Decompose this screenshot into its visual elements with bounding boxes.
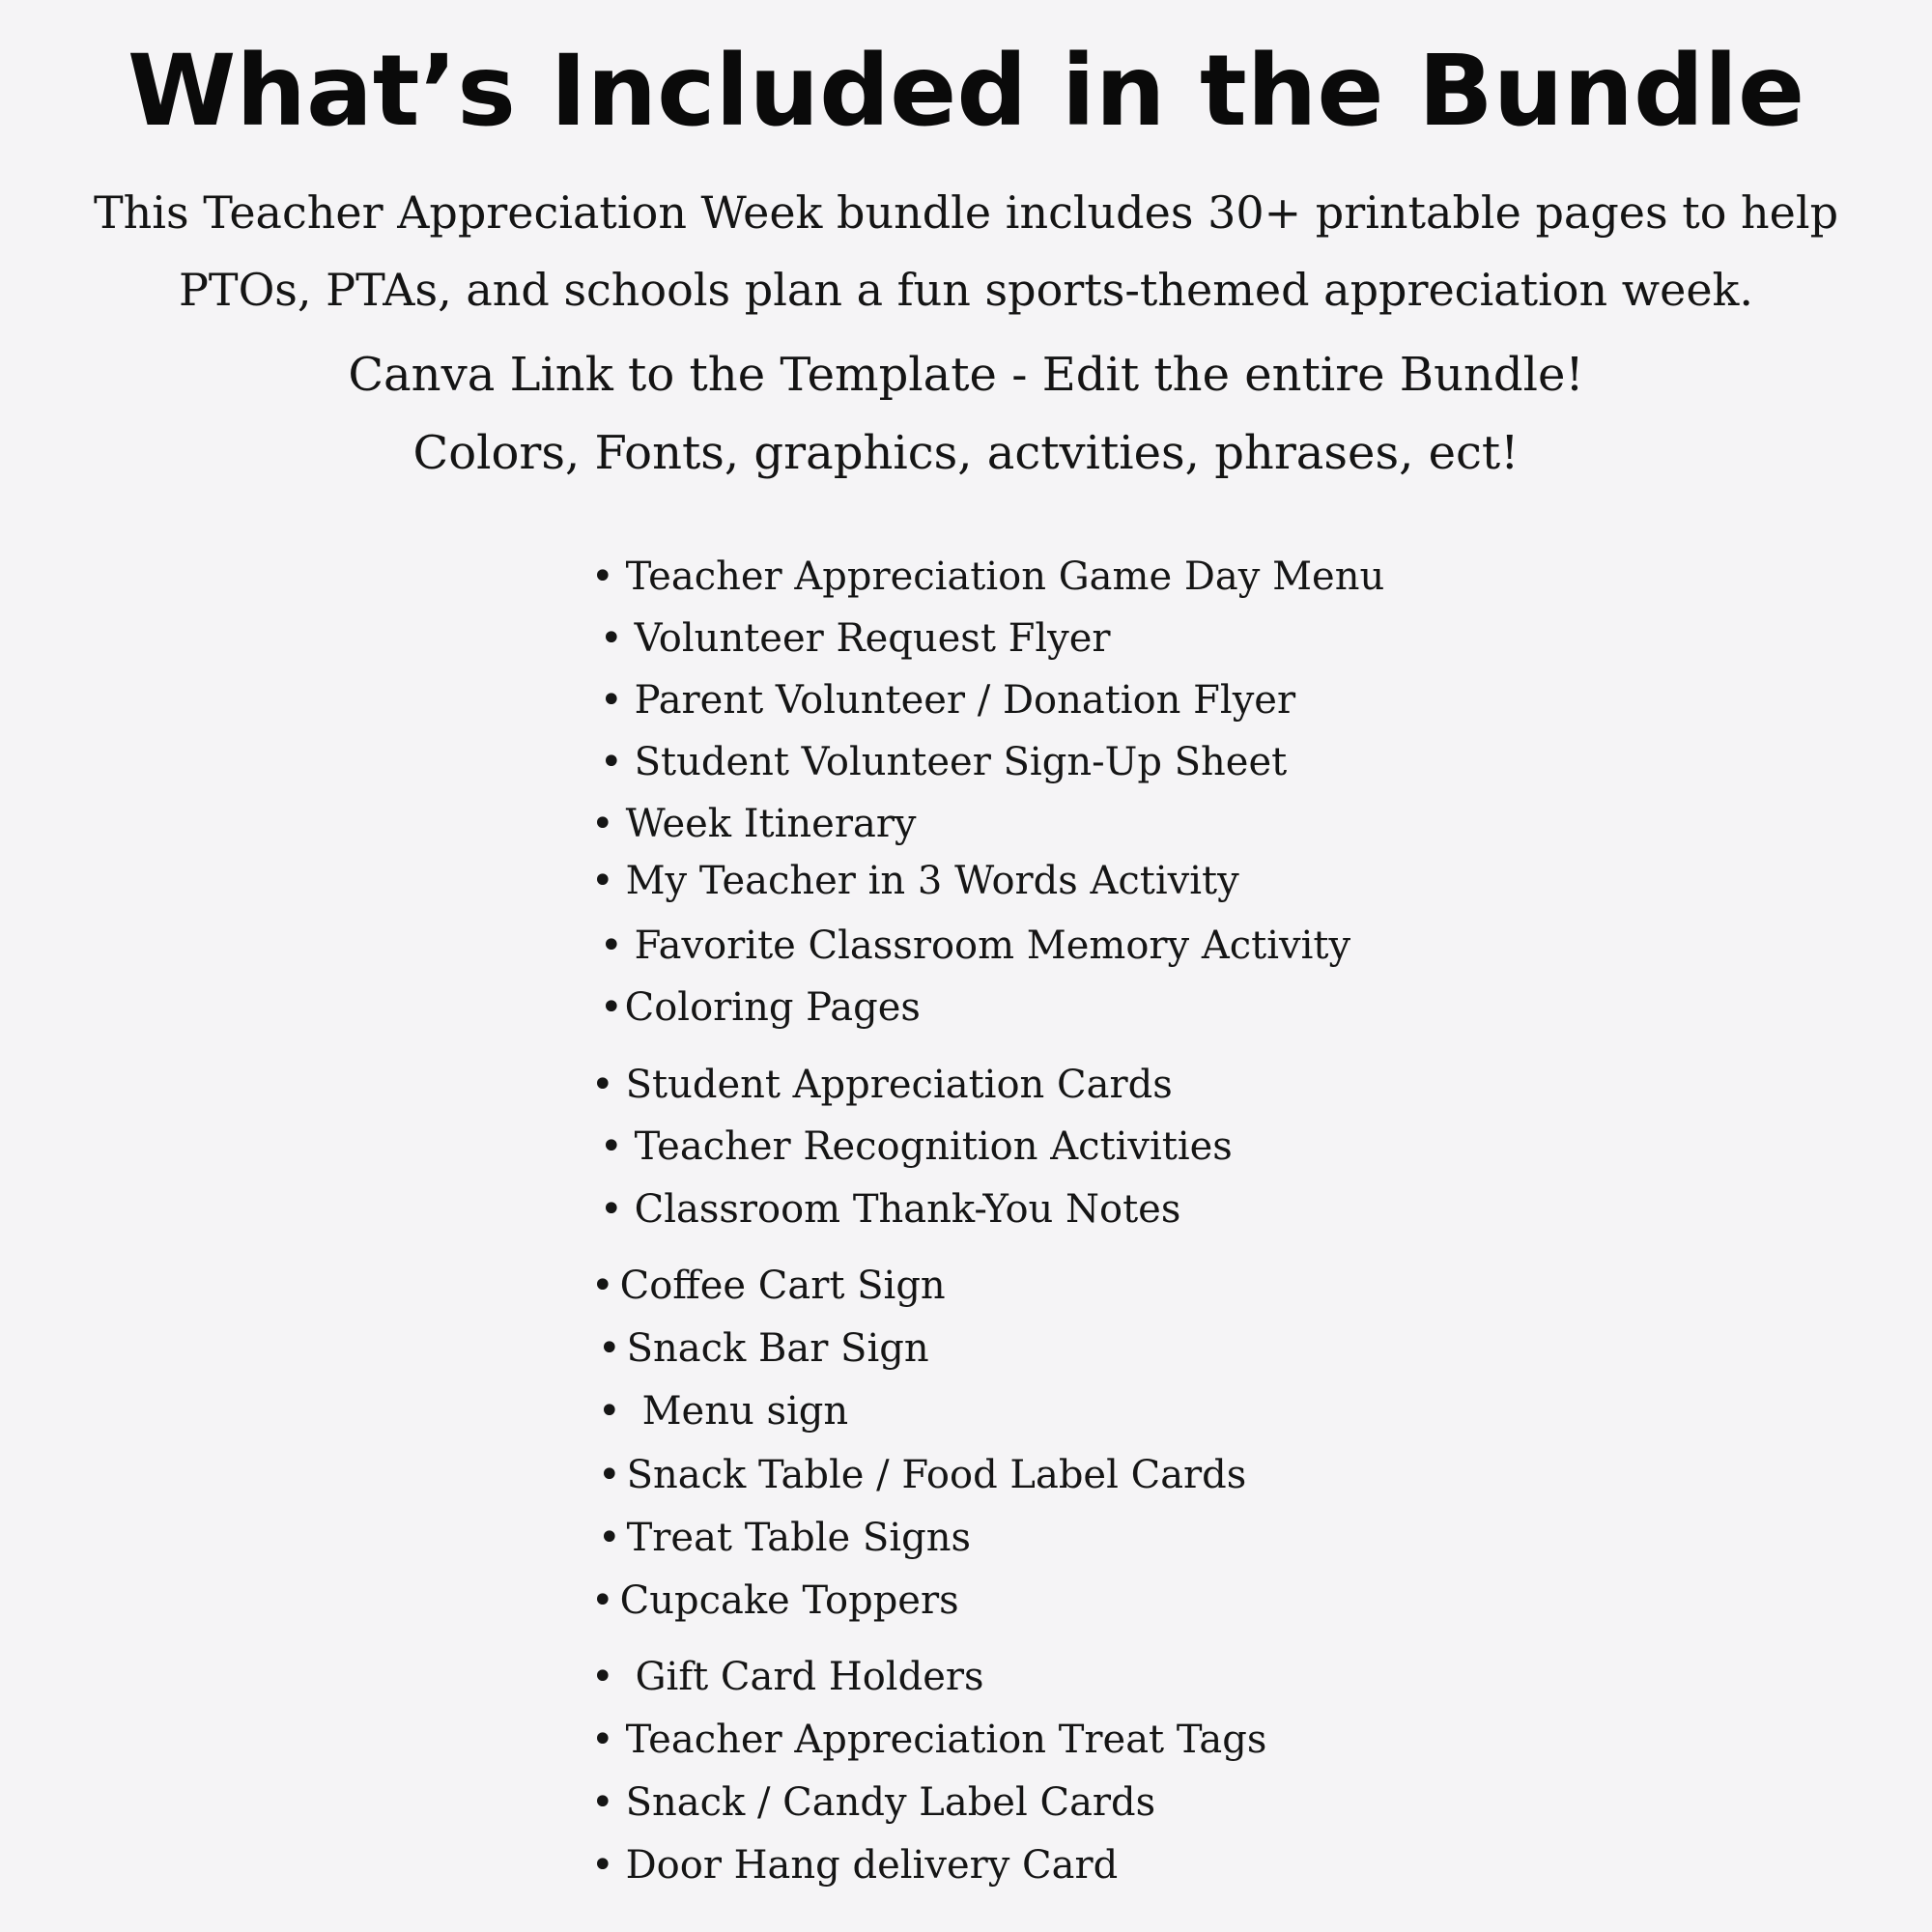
list-item-label: My Teacher in 3 Words Activity [625, 859, 1239, 903]
bullet-icon: • [591, 1843, 614, 1888]
list-item [591, 1262, 946, 1310]
list-item-label: Student Volunteer Sign-Up Sheet [634, 740, 1288, 784]
intro-line-2: PTOs, PTAs, and schools plan a fun sports-themed appreciation week. [178, 264, 1754, 316]
bullet-icon: • [598, 1453, 621, 1497]
list-item [600, 676, 1295, 724]
list-item [591, 1653, 984, 1701]
list-item-label: Parent Volunteer / Donation Flyer [634, 678, 1296, 723]
list-item-label: Volunteer Request Flyer [634, 616, 1111, 661]
list-item-label: Coffee Cart Sign [619, 1264, 946, 1308]
bullet-icon: • [591, 1780, 614, 1825]
list-item-label: Classroom Thank-You Notes [634, 1187, 1181, 1232]
bullet-icon: • [600, 1187, 623, 1232]
list-item [598, 1451, 1246, 1499]
canva-line-1: Canva Link to the Template - Edit the entire Bundle! [348, 348, 1584, 402]
list-item [598, 1387, 848, 1435]
page-title: What’s Included in the Bundle [127, 34, 1805, 149]
bullet-icon: • [600, 1124, 623, 1169]
list-item-label: Student Appreciation Cards [625, 1063, 1173, 1107]
list-item [591, 1841, 1118, 1889]
list-item [600, 983, 921, 1032]
bullet-icon: • [600, 616, 623, 661]
bullet-icon: • [600, 740, 623, 784]
bullet-icon: • [591, 802, 614, 846]
list-item [598, 1514, 971, 1562]
list-item-label: Week Itinerary [625, 802, 917, 846]
list-item [591, 857, 1239, 905]
bullet-icon: • [591, 1063, 614, 1107]
canva-line-2: Colors, Fonts, graphics, actvities, phrases, ect! [412, 426, 1520, 480]
list-item-label: Gift Card Holders [635, 1655, 984, 1699]
list-item [591, 553, 1384, 601]
list-item [600, 614, 1111, 663]
list-item [600, 738, 1287, 786]
list-item [598, 1324, 929, 1373]
bullet-icon: • [591, 554, 614, 599]
bullet-icon: • [598, 1326, 621, 1371]
list-item-label: Cupcake Toppers [619, 1578, 959, 1623]
list-item-label: Teacher Recognition Activities [634, 1124, 1233, 1169]
list-item [591, 1778, 1155, 1827]
list-item-label: Snack Bar Sign [626, 1326, 929, 1371]
list-item [600, 1122, 1233, 1171]
list-item-label: Coloring Pages [624, 985, 921, 1030]
bullet-icon: • [591, 1655, 614, 1699]
list-item-label: Snack / Candy Label Cards [625, 1780, 1156, 1825]
list-item [591, 800, 917, 848]
bullet-icon: • [591, 1718, 614, 1762]
bullet-icon: • [600, 678, 623, 723]
list-item-label: Teacher Appreciation Treat Tags [625, 1718, 1267, 1762]
bullet-icon: • [591, 1578, 614, 1623]
list-item-label: Treat Table Signs [626, 1516, 971, 1560]
list-item [600, 922, 1350, 970]
list-item-label: Snack Table / Food Label Cards [626, 1453, 1247, 1497]
bullet-icon: • [591, 859, 614, 903]
list-item-label: Menu sign [641, 1389, 849, 1434]
intro-line-1: This Teacher Appreciation Week bundle includes 30+ printable pages to help [93, 186, 1839, 239]
list-item-label: Favorite Classroom Memory Activity [634, 923, 1351, 968]
list-item [591, 1716, 1266, 1764]
list-item [591, 1061, 1173, 1109]
bullet-icon: • [600, 923, 623, 968]
bullet-icon: • [598, 1516, 621, 1560]
list-item-label: Door Hang delivery Card [625, 1843, 1119, 1888]
list-item-label: Teacher Appreciation Game Day Menu [625, 554, 1385, 599]
list-item [600, 1185, 1180, 1234]
bullet-icon: • [600, 985, 623, 1030]
bullet-icon: • [591, 1264, 614, 1308]
list-item [591, 1577, 959, 1625]
bullet-icon: • [598, 1389, 621, 1434]
